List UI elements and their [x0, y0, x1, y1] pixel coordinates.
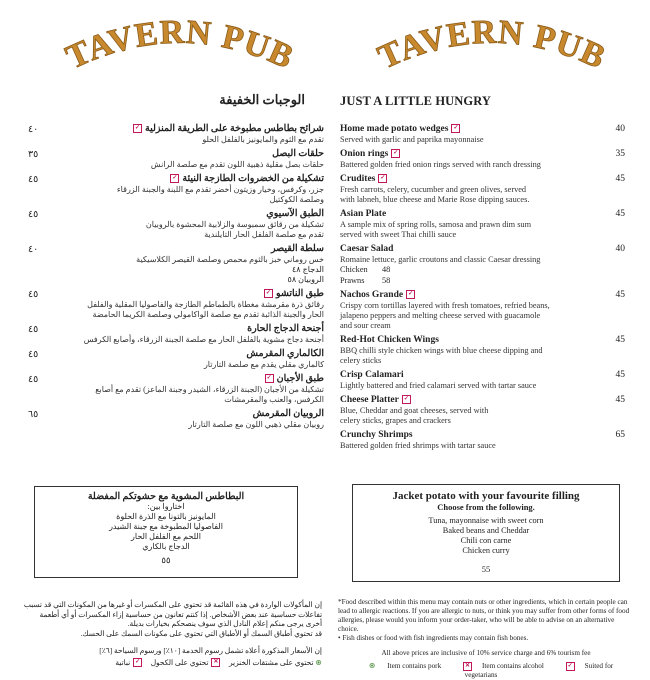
item-name-text-en: Crudites	[340, 174, 376, 184]
option-price-en: 58	[382, 275, 391, 285]
item-price-ar: ٦٥	[28, 410, 39, 420]
menu-item-ar	[28, 124, 324, 145]
item-name-ar	[58, 149, 324, 160]
svg-text:TAVERN PUB	[373, 18, 612, 77]
item-desc-en: jalapeno peppers and melting cheese served with guacamole	[340, 311, 541, 320]
vegetarian-icon: ✓	[403, 396, 409, 403]
menu-item-en	[340, 290, 630, 331]
item-name-text-ar: تشكيلة من الخضروات الطازجة النيئة	[182, 174, 324, 184]
prices-note-en: All above prices are inclusive of 10% service charge and 6% tourism fee	[381, 649, 591, 657]
item-desc-ar: رقائق ذرة مقرمشة مغطاة بالطماطم الطازجة والفاصوليا المقلية والفلفل	[87, 300, 324, 309]
item-price-ar: ٤٥	[28, 325, 39, 335]
item-name-text-en: Caesar Salad	[340, 244, 394, 254]
item-option-ar: الدجاج ٤٨	[292, 265, 324, 274]
item-desc-ar: تقدم مع الثوم والمايونيز بالفلفل الحلو	[202, 135, 324, 144]
alcohol-icon: ✕	[213, 659, 219, 666]
vegetarian-icon: ✓	[453, 125, 459, 132]
item-name-ar	[58, 289, 324, 300]
section-title-en: JUST A LITTLE HUNGRY	[340, 94, 492, 108]
item-name-text-en: Red-Hot Chicken Wings	[340, 335, 439, 345]
item-name-en	[340, 430, 598, 441]
item-desc-en: A sample mix of spring rolls, samosa and prawn dim sum	[340, 220, 532, 229]
tavern-pub-logo-left	[50, 18, 310, 82]
menu-item-en	[340, 149, 630, 170]
item-desc-ar: تشكيلة من الأجبان (الجبنة الزرقاء، الشيدر وجبنة الماعز) تقدم مع أصابع	[95, 385, 324, 394]
item-desc-ar: حلقات بصل مقلية ذهبية اللون تقدم مع صلصة الرانش	[150, 160, 324, 169]
prices-note-ar: إن الأسعار المذكورة أعلاه تشمل رسوم الخدمة [١٠٪] ورسوم السياحة [٦٪]	[99, 646, 322, 655]
item-name-text-ar: طبق الأجبان	[276, 374, 324, 384]
item-price-ar: ٤٠	[28, 245, 39, 255]
box-title-en: Jacket potato with your favourite filling	[392, 490, 580, 502]
item-name-text-ar: طبق الناتشو	[275, 289, 324, 299]
menu-item-ar	[28, 289, 324, 320]
menu-item-en	[340, 395, 630, 426]
logo-arc-right	[362, 18, 622, 82]
item-price-en: 45	[615, 395, 625, 405]
box-option-en: Tuna, mayonnaise with sweet corn	[428, 516, 544, 525]
menu-item-ar	[28, 174, 324, 205]
item-price-ar: ٤٥	[28, 375, 39, 385]
item-name-text-en: Crisp Calamari	[340, 370, 404, 380]
item-name-ar	[58, 349, 324, 360]
item-desc-en: Battered golden fried shrimps with tartar sauce	[340, 441, 496, 450]
item-name-ar	[58, 124, 324, 135]
item-desc-ar: روبيان مقلي ذهبي اللون مع صلصة التارتار	[188, 420, 324, 429]
vegetarian-icon: ✓	[393, 150, 399, 157]
fish-bones-note-ar: قد تحتوي أطباق السمك أو الأطباق التي تحتوي على مكونات السمك على الحسك.	[80, 628, 322, 638]
option-label-en: Prawns	[340, 275, 365, 285]
item-name-en	[340, 174, 598, 185]
item-price-en: 45	[615, 174, 625, 184]
menu-list-ar	[28, 124, 324, 434]
logo-arc-left	[50, 18, 310, 82]
item-option-ar: الروبيان ٥٨	[287, 275, 324, 284]
item-desc-ar: الحار والجبنة الذائبة تقدم مع صلصة الواكامولي وصلصة الكريما الحامضة	[92, 310, 324, 319]
item-name-ar	[58, 244, 324, 255]
item-name-text-ar: سلطة القيصر	[270, 244, 324, 254]
menu-item-en	[340, 370, 630, 391]
box-subtitle-en: Choose from the following.	[437, 502, 535, 512]
item-desc-ar: تشكيلة من رقائق سمبوسة والزلابية المحشوة بالروبيان	[145, 220, 324, 229]
vegetarian-icon: ✓	[172, 175, 178, 182]
item-name-en	[340, 290, 598, 301]
item-desc-en: Battered golden fried onion rings served with ranch dressing	[340, 160, 541, 169]
legend-pork-ar: تحتوي على مشتقات الخنزير	[228, 657, 314, 667]
box-option-en: Chicken curry	[462, 546, 510, 555]
item-name-en	[340, 370, 598, 381]
tavern-pub-logo-right	[362, 18, 622, 82]
box-price-ar: ٥٥	[161, 555, 171, 565]
item-name-en	[340, 395, 598, 406]
allergy-note-ar: إن المأكولات الواردة في هذه القائمة قد تحتوي على المكسرات أو غيرها من المكونات التي قد تسبب تفاعلات حساسية عند بعض الأشخاص. إذا كنتم تعانون من حساسية إزاء المكسرات أو أي أطعمة أخرى يرجى منكم إعلام النادل الذي سوف ينصحكم بخيارات بديلة.	[23, 600, 322, 628]
item-name-text-en: Cheese Platter	[340, 395, 399, 405]
box-options-ar	[35, 502, 297, 552]
legend-pork-en: Item contains pork	[387, 662, 442, 670]
legend-veg-ar: نباتية	[115, 657, 131, 667]
item-name-text-en: Nachos Grande	[340, 290, 404, 300]
pork-icon: ⊛	[368, 661, 376, 670]
item-option-en	[340, 265, 598, 276]
box-option-ar: الدجاج بالكاري	[142, 542, 190, 551]
legend-en	[338, 661, 634, 680]
box-option-en: Chili con carne	[460, 536, 512, 545]
logo-text-left: TAVERN PUB	[60, 18, 300, 77]
vegetarian-icon: ✓	[135, 659, 141, 666]
item-name-en	[340, 209, 598, 220]
item-desc-en: Served with garlic and paprika mayonnaise	[340, 135, 484, 144]
box-options-en	[353, 516, 619, 556]
box-title-ar: البطاطس المشوية مع حشوتكم المفضلة	[87, 492, 245, 502]
option-label-en: Chicken	[340, 265, 368, 274]
box-option-ar: المايونيز بالتونا مع الذرة الحلوة	[116, 512, 216, 521]
item-desc-en: Crispy corn tortillas layered with fresh tomatoes, refried beans,	[340, 301, 550, 310]
item-desc-en: Fresh carrots, celery, cucumber and green olives, served	[340, 185, 527, 194]
vegetarian-icon: ✓	[380, 175, 386, 182]
item-desc-ar: تقدم مع صلصة الفلفل الحار التايلندية	[204, 230, 324, 239]
item-desc-en: and sour cream	[340, 321, 391, 330]
item-price-ar: ٤٠	[28, 125, 39, 135]
item-option-en	[340, 276, 598, 287]
item-name-text-ar: حلقات البصل	[272, 149, 324, 159]
svg-text:TAVERN PUB	[61, 18, 300, 77]
item-desc-en: Romaine lettuce, garlic croutons and classic Caesar dressing	[340, 255, 541, 264]
item-desc-en: served with sweet Thai chilli sauce	[340, 230, 457, 239]
pork-icon: ⊛	[315, 657, 322, 667]
allergy-notes-ar	[22, 600, 322, 667]
item-price-ar: ٤٥	[28, 210, 39, 220]
item-name-text-en: Onion rings	[340, 149, 389, 159]
item-desc-en: BBQ chilli style chicken wings with blue cheese dipping and	[340, 346, 543, 355]
option-price-en: 48	[382, 265, 391, 274]
vegetarian-icon: ✓	[135, 125, 141, 132]
item-name-en	[340, 335, 598, 346]
box-price-en: 55	[481, 564, 491, 574]
item-name-en	[340, 149, 598, 160]
section-title-ar: الوجبات الخفيفة	[219, 92, 305, 107]
menu-item-ar	[28, 209, 324, 240]
menu-item-ar	[28, 324, 324, 345]
item-name-text-en: Crunchy Shrimps	[340, 430, 413, 440]
item-name-ar	[58, 174, 324, 185]
item-name-text-ar: الطبق الآسيوي	[266, 209, 324, 219]
item-name-ar	[58, 324, 324, 335]
item-desc-ar: جزر، وكرفس، وخيار وزيتون أخضر تقدم مع اللبنة والجبنة الزرقاء	[116, 185, 324, 194]
item-price-en: 40	[615, 244, 625, 254]
item-price-en: 45	[615, 209, 625, 219]
vegetarian-icon: ✓	[567, 662, 573, 669]
item-name-text-ar: الكالماري المقرمش	[246, 349, 324, 359]
menu-item-en	[340, 335, 630, 366]
fish-bones-note-en: • Fish dishes or food with fish ingredients may contain fish bones.	[338, 634, 529, 642]
alcohol-icon: ✕	[464, 662, 470, 669]
item-price-ar: ٤٥	[28, 175, 39, 185]
box-option-ar: الفاصوليا المطبوخة مع جبنة الشيدر	[109, 522, 223, 531]
vegetarian-icon: ✓	[408, 291, 414, 298]
item-price-ar: ٤٥	[28, 290, 39, 300]
menu-item-ar	[28, 349, 324, 370]
item-price-ar: ٤٥	[28, 350, 39, 360]
vegetarian-icon: ✓	[265, 290, 271, 297]
menu-list-en	[340, 124, 630, 455]
menu-item-en	[340, 430, 630, 451]
menu-item-ar	[28, 409, 324, 430]
menu-item-en	[340, 209, 630, 240]
item-desc-en: Lightly battered and fried calamari served with tartar sauce	[340, 381, 537, 390]
logo-text-right: TAVERN PUB	[372, 18, 612, 77]
item-desc-en: celery sticks, grapes and crackers	[340, 416, 451, 425]
box-option-ar: اختاروا بين:	[147, 502, 185, 511]
item-price-en: 45	[615, 370, 625, 380]
item-price-en: 65	[615, 430, 625, 440]
item-name-ar	[58, 409, 324, 420]
item-price-en: 45	[615, 335, 625, 345]
item-desc-ar: خس روماني خبز بالثوم محمص وصلصة القيصر الكلاسيكية	[136, 255, 324, 264]
menu-item-ar	[28, 149, 324, 170]
box-option-ar: اللحم مع الفلفل الحار	[131, 532, 201, 541]
item-name-ar	[58, 374, 324, 385]
item-price-en: 45	[615, 290, 625, 300]
item-name-text-ar: الروبيان المقرمش	[252, 409, 324, 419]
legend-alcohol-ar: تحتوي على الكحول	[150, 657, 209, 667]
menu-item-ar	[28, 244, 324, 285]
item-desc-ar: وصلصة الكوكتيل	[269, 195, 324, 204]
jacket-potato-box-ar	[34, 486, 298, 578]
box-option-en: Baked beans and Cheddar	[442, 526, 530, 535]
item-name-en	[340, 244, 598, 255]
legend-veg-en: Suited for vegetarians	[464, 662, 614, 679]
item-name-text-ar: أجنحة الدجاج الحارة	[247, 324, 324, 334]
jacket-potato-box-en	[352, 484, 620, 582]
item-desc-ar: أجنحة دجاج مشوية بالفلفل الحار مع صلصة الجبنة الزرقاء، وأصابع الكرفس	[83, 335, 324, 344]
item-desc-ar: كالماري مقلي يقدم مع صلصة التارتار	[203, 360, 324, 369]
item-price-ar: ٣٥	[28, 150, 39, 160]
menu-item-ar	[28, 374, 324, 405]
allergy-note-en: *Food described within this menu may contain nuts or other ingredients, which in certain people can lead to allergic reactions. If you are allergic to nuts, or think you may suffer from other forms of food allergies, please would you inform your order-taker, who will be able to advise on an alternative choice.	[338, 598, 630, 633]
menu-item-en	[340, 174, 630, 205]
menu-item-en	[340, 124, 630, 145]
item-name-text-en: Home made potato wedges	[340, 124, 449, 134]
item-desc-en: Blue, Cheddar and goat cheeses, served with	[340, 406, 489, 415]
item-desc-en: celery sticks	[340, 356, 382, 365]
item-name-ar	[58, 209, 324, 220]
legend-alcohol-en: Item contains alcohol	[481, 662, 544, 670]
legend-ar	[22, 658, 322, 668]
item-name-text-ar: شرائح بطاطس مطبوخة على الطريقة المنزلية	[145, 124, 324, 134]
item-price-en: 40	[615, 124, 625, 134]
vegetarian-icon: ✓	[266, 375, 272, 382]
menu-item-en	[340, 244, 630, 286]
item-desc-en: with labneh, blue cheese and Marie Rose dipping sauces.	[340, 195, 530, 204]
item-name-en	[340, 124, 598, 135]
item-name-text-en: Asian Plate	[340, 209, 387, 219]
allergy-notes-en	[338, 598, 634, 680]
item-desc-ar: الكرفس، والعنب والمقرمشات	[224, 395, 324, 404]
item-price-en: 35	[615, 149, 625, 159]
